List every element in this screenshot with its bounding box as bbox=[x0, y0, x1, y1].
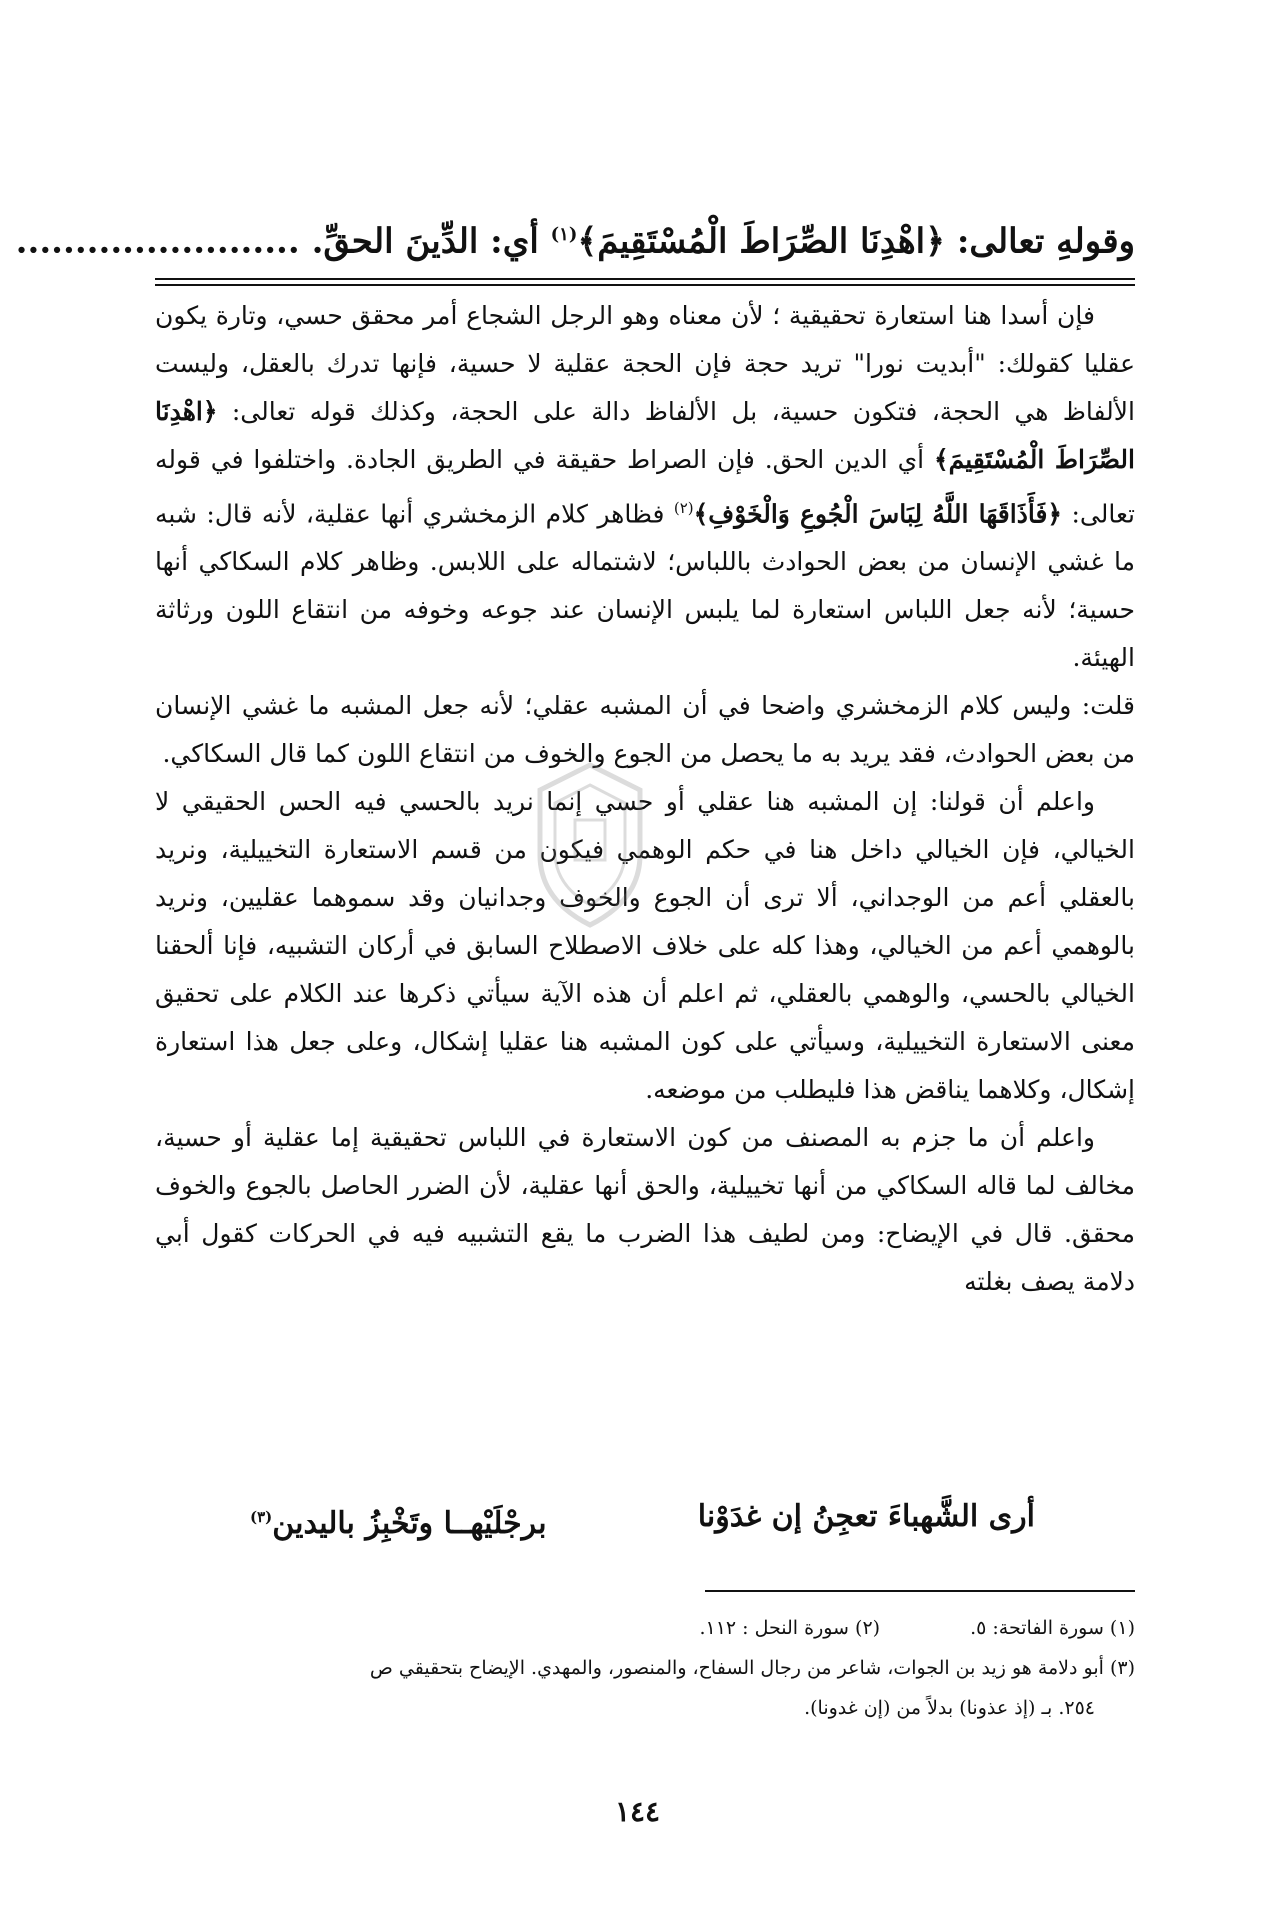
paragraph-1-quran-quote: ﴿اهْدِنَا الصِّرَاطَ الْمُسْتَقِيمَ﴾ bbox=[155, 397, 1135, 474]
verse-first-hemistich: أرى الشَّهباءَ تعجِنُ إن غدَوْنا bbox=[697, 1499, 1035, 1534]
paragraph-1-quran-quote-2: ﴿فَأَذَاقَهَا اللَّهُ لِبَاسَ الْجُوعِ وَالْخَوْفِ﴾ bbox=[693, 499, 1063, 529]
header-double-rule bbox=[155, 278, 1135, 286]
header-text-after: أي: الدِّينَ الحقِّ. ........................ bbox=[15, 221, 539, 262]
header-footnote-ref: (١) bbox=[550, 224, 578, 245]
paragraph-1-footnote-ref: (٢) bbox=[673, 499, 694, 517]
footnote-2: (٢) سورة النحل : ١١٢. bbox=[699, 1617, 881, 1639]
page-number: ١٤٤ bbox=[614, 1795, 661, 1828]
page-header bbox=[15, 200, 1135, 270]
paragraph-1-end: فظاهر كلام الزمخشري أنها عقلية، لأنه قال: شبه ما غشي الإنسان من بعض الحوادث باللباس؛ لاشتماله على اللابس. وظاهر كلام السكاكي أنها حسية؛ لأنه جعل اللباس استعارة لما يلبس الإنسان عند جوعه وخوفه من انتقاع اللون ورثاثة الهيئة. bbox=[155, 499, 1135, 673]
paragraph-1-text: فإن أسدا هنا استعارة تحقيقية ؛ لأن معناه وهو الرجل الشجاع أمر محقق حسي، وتارة يكون عقليا كقولك: "أبديت نورا" تريد حجة فإن الحجة عقلية لا حسية، فإنها تدرك بالعقل، وليست الألفاظ هي الحجة، فتكون حسية، بل الألفاظ دالة على الحجة، وكذلك قوله تعالى: bbox=[155, 301, 1136, 426]
footnote-row-1 bbox=[155, 1608, 1135, 1648]
paragraph-1-continuation: أي الدين الحق. فإن الصراط حقيقة في الطريق الجادة. واختلفوا في قوله تعالى: bbox=[155, 445, 1135, 529]
header-text-before: وقولهِ تعالى: ﴿اهْدِنَا الصِّرَاطَ الْمُسْتَقِيمَ﴾ bbox=[577, 221, 1135, 262]
footnote-1: (١) سورة الفاتحة: ٥. bbox=[970, 1617, 1135, 1639]
footnote-separator bbox=[705, 1590, 1135, 1592]
library-seal-watermark bbox=[520, 760, 660, 930]
paragraph-1 bbox=[155, 292, 1135, 682]
paragraph-4: واعلم أن ما جزم به المصنف من كون الاستعارة في اللباس تحقيقية إما عقلية أو حسية، مخالف لما قاله السكاكي من أنها تخييلية، والحق أنها عقلية، لأن الضرر الحاصل بالجوع والخوف محقق. قال في الإيضاح: ومن لطيف هذا الضرب ما يقع التشبيه فيه في الحركات كقول أبي دلامة يصف بغلته bbox=[155, 1123, 1135, 1297]
verse-footnote-ref: (٣) bbox=[250, 1508, 273, 1526]
poetry-verse bbox=[250, 1488, 1035, 1546]
verse-second-hemistich bbox=[250, 1488, 547, 1546]
paragraph-2: قلت: وليس كلام الزمخشري واضحا في أن المشبه عقلي؛ لأنه جعل المشبه ما غشي الإنسان من بعض الحوادث، فقد يريد به ما يحصل من الجوع والخوف من انتقاع اللون كما قال السكاكي. bbox=[155, 691, 1135, 769]
footnotes bbox=[155, 1608, 1135, 1728]
footnote-3-line-1: (٣) أبو دلامة هو زيد بن الجوات، شاعر من رجال السفاح، والمنصور، والمهدي. الإيضاح بتحقيقي ص bbox=[369, 1657, 1135, 1679]
footnote-3-line-2: ٢٥٤. بـ (إذ عذونا) بدلاً من (إن غدونا). bbox=[804, 1697, 1095, 1719]
paragraph-3: واعلم أن قولنا: إن المشبه هنا عقلي أو حسي إنما نريد بالحسي فيه الحس الحقيقي لا الخيالي، فإن الخيالي داخل هنا في حكم الوهمي فيكون من قسم الاستعارة التخييلية، ونريد بالعقلي أعم من الوجداني، ألا ترى أن الجوع والخوف وجدانيان وقد سموهما عقليين، ونريد بالوهمي أعم من الخيالي، وهذا كله على خلاف الاصطلاح السابق في أركان التشبيه، فإنا ألحقنا الخيالي بالحسي، والوهمي بالعقلي، ثم اعلم أن هذه الآية سيأتي ذكرها عند الكلام على تحقيق معنى الاستعارة التخييلية، وسيأتي على كون المشبه هنا عقليا إشكال، وعلى جعل هذا استعارة إشكال، وكلاهما يناقض هذا فليطلب من موضعه. bbox=[155, 787, 1135, 1105]
verse-second-text: برجْلَيْهــا وتَخْبِزُ باليدين bbox=[272, 1506, 547, 1541]
